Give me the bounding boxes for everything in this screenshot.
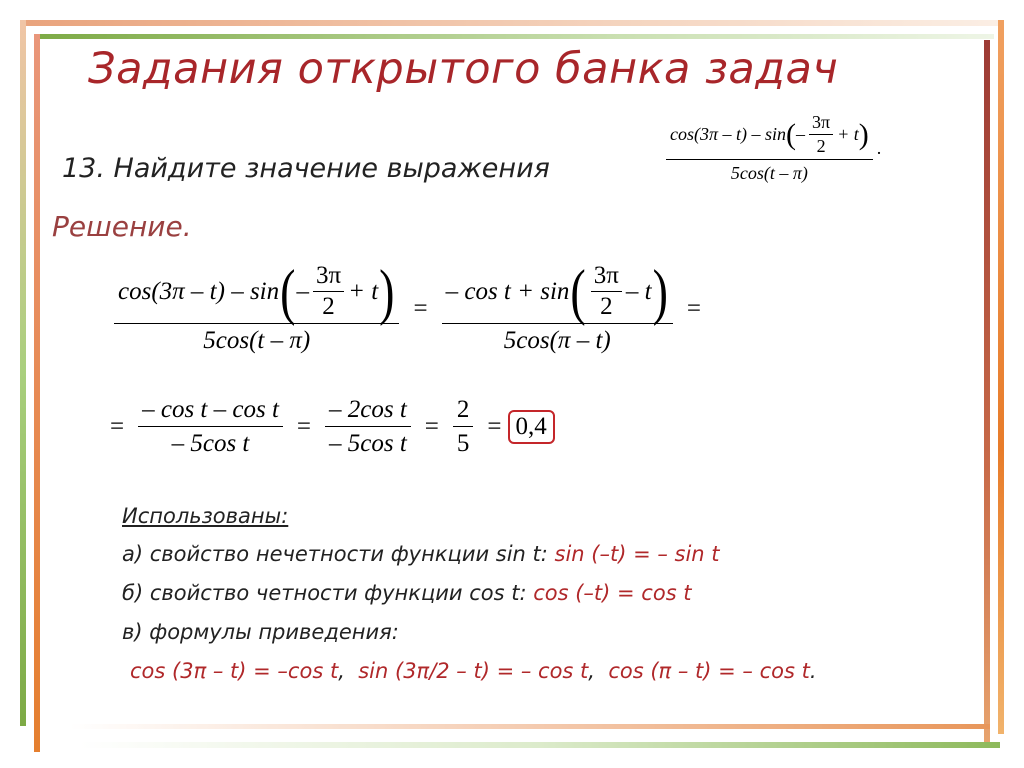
step1-lhs-num: cos(3π – t) – sin: [118, 277, 280, 305]
step1-rhs-minus-t: – t: [625, 277, 652, 305]
step2-frac2-num: – 2cos t: [329, 396, 407, 423]
solution-step-1: cos(3π – t) – sin ( – $\frac{3\pi}{2}$ + t ) 5cos(t – π) = – cos t + sin ( $\frac{3\pi}{2}$ – t ) 5cos(π – t) =: [110, 262, 711, 355]
solution-label: Решение.: [52, 210, 192, 243]
task-label: 13. Найдите значение выражения: [62, 153, 550, 184]
problem-inner-frac-num: 3π: [812, 112, 831, 132]
used-line-c: в) формулы приведения:: [122, 620, 399, 644]
used-line-b: [122, 581, 692, 605]
formula-end-dot: .: [809, 659, 817, 683]
used-a-text: а) свойство нечетности функции sin t:: [122, 542, 555, 566]
reduction-formula-1: cos (3π – t) = –cos t: [130, 659, 339, 683]
problem-plus-t: + t: [837, 124, 859, 144]
used-b-formula: cos (–t) = cos t: [533, 581, 692, 605]
frame-bottom-bar: [70, 724, 990, 729]
frame-left-bar-inner: [34, 34, 40, 752]
step1-lhs-inner-num: 3π: [315, 262, 342, 289]
problem-num-a: cos(3π – t): [670, 124, 748, 144]
used-heading: Использованы:: [122, 504, 289, 528]
frame-left-bar: [20, 20, 26, 726]
used-a-formula: sin (–t) = – sin t: [554, 542, 720, 566]
used-b-text: б) свойство четности функции cos t:: [122, 581, 534, 605]
frame-top-bar-inner: [34, 34, 994, 39]
answer-box: 0,4: [508, 410, 555, 444]
step1-rhs-denominator: 5cos(π – t): [442, 323, 673, 355]
step2-frac1-den: – 5cos t: [138, 426, 283, 458]
used-line-formulas: [130, 659, 817, 683]
problem-num-sin: sin: [765, 124, 787, 144]
frame-bottom-bar-outer: [80, 742, 1000, 748]
step1-lhs-inner-den: 2: [313, 291, 344, 321]
solution-step-2: = $\frac{\text{– cos t – cos t}}{\text{– 5cos t}}$ = $\frac{\text{– 2cos t}}{\text{– 5cos t}}$ = $\frac{2}{5}$ = 0,4: [110, 396, 555, 458]
reduction-formula-3: cos (π – t) = – cos t: [608, 659, 810, 683]
reduction-formula-2: sin (3π/2 – t) = – cos t: [358, 659, 589, 683]
frame-right-bar: [984, 40, 990, 748]
problem-period: .: [876, 137, 882, 158]
step1-rhs-inner-num: 3π: [593, 262, 619, 289]
step2-frac2-den: – 5cos t: [325, 426, 411, 458]
step2-frac3-den: 5: [453, 426, 474, 458]
problem-denominator: 5cos(t – π): [666, 159, 873, 184]
frame-right-bar-outer: [998, 20, 1004, 734]
formula-separator-1: ,: [338, 659, 345, 683]
step1-rhs-inner-den: 2: [591, 291, 622, 321]
step1-lhs-plus-t: + t: [348, 277, 379, 305]
problem-expression: cos(3π – t) – sin ( – $\frac{3\pi}{2}$ + t ) 5cos(t – π) .: [662, 112, 881, 184]
step1-rhs-num: – cos t + sin: [445, 277, 570, 305]
frame-top-bar: [20, 20, 998, 26]
problem-inner-frac-den: 2: [809, 134, 833, 157]
page-title: Задания открытого банка задач: [88, 44, 839, 94]
step1-lhs-denominator: 5cos(t – π): [114, 323, 399, 355]
step2-frac3-num: 2: [456, 396, 470, 423]
step2-frac1-num: – cos t – cos t: [142, 396, 279, 423]
used-line-a: [122, 542, 720, 566]
formula-separator-2: ,: [588, 659, 595, 683]
